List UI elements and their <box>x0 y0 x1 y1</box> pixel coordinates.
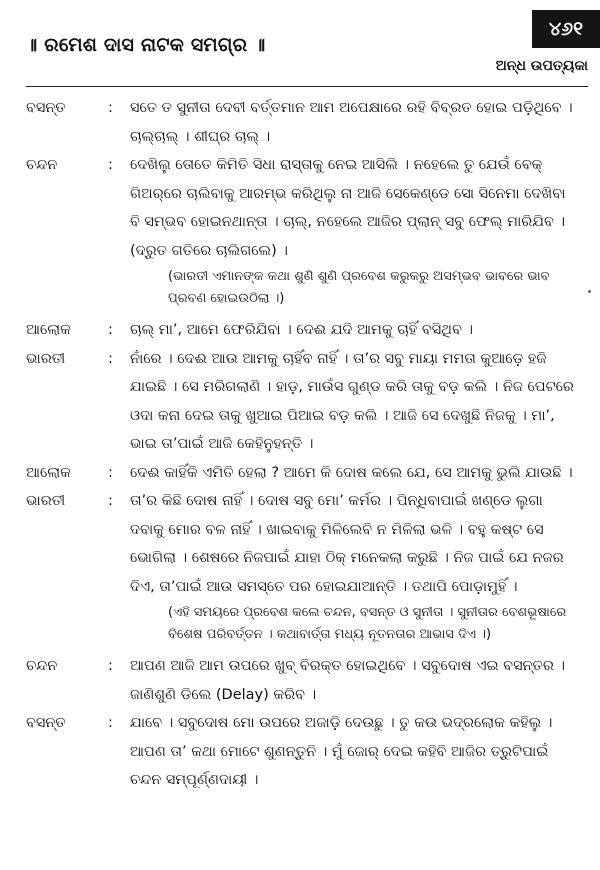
speech-text: ଯାବେ । ସବୁଦୋଷ ମୋ ଉପରେ ଅଜାଡ଼ି ଦେଉଛୁ । ତୁ କଉ ଭଦ୍ରଲୋକ କହିଲୁ । ଆପଣ ତା’ କଥା ମୋଟେ ଶୁଣନ୍ତୁନି । ମୁଁ ଜୋର୍ ଦେଇ କହିବି ଆଜିର ତ୍ରୁଟିପାଇଁ ଚନ୍ଦନ ସମ୍ପୂର୍ଣ୍ଣଦାୟୀ । <box>130 715 553 788</box>
speech-text: ଦେଖିଲୁ ତୋତେ କିମିତି ସିଧା ରାସ୍ତାକୁ ନେଇ ଆସିଲି । ନହେଲେ ତୁ ଯେଉଁ ବେକ୍ ଗିଅର୍‌ରେ ଚାଲିବାକୁ ଆରମ୍ଭ କରିଥିଲୁ ନା ଆଜି ସେକେଣ୍ଡେ ସୋ ସିନେମା ଦେଖିବା ବି ସମ୍ଭବ ହୋଇନଥାନ୍ତା । ଚାଲ୍, ନହେଲେ ଆଜିର ପ୍ଲାନ୍ ସବୁ ଫେଲ୍ ମାରିଯିବ । (ଦ୍ରୁତ ଗତିରେ ଚାଲିଗଲେ) । <box>130 157 566 259</box>
book-title: ॥ ରମେଶ ଦାସ ନାଟକ ସମଗ୍ର ॥ <box>26 34 266 56</box>
page-header <box>26 0 600 80</box>
speaker-name: ବସନ୍ତ <box>26 100 66 116</box>
speaker-name: ଭାରତୀ <box>26 493 66 509</box>
speech-text: ସତେ ତ ସୁନୀତା ଦେବୀ ବର୍ତ୍ତମାନ ଆମ ଅପେକ୍ଷାରେ ରହି ବିବ୍ରତ ହୋଇ ପଡ଼ିଥିବେ । ଚାଲ୍‌ଚାଲ୍ । ଶୀଘ୍ର ଚାଲ୍ । <box>130 100 573 145</box>
dialogue-entry <box>26 345 574 459</box>
speaker-colon: : <box>108 322 113 338</box>
speaker-colon: : <box>108 100 113 116</box>
speech-text: ତା’ର କିଛି ଦୋଷ ନାହିଁ । ଦୋଷ ସବୁ ମୋ’ କର୍ମର । ପିନ୍ଧିବାପାଇଁ ଖଣ୍ଡେ ଲୁଗା ଦବାକୁ ମୋର ବଳ ନାହିଁ । ଖାଇବାକୁ ମିଳିଲେବି ନ ମିଳିଲା ଭଳି । ବହୁ କଷ୍ଟ ସେ ଭୋଗିଲା । ଶେଷରେ ନିଜପାଇଁ ଯାହା ଠିକ୍ ମନେକଲା କରୁଛି । ନିଜ ପାଇଁ ଯେ ନଜର ଦିଏ, ତା’ପାଇଁ ଆଉ ସମସ୍ତେ ପର ହୋଇଯାଆନ୍ତି । ତଥାପି ପୋଡ଼ାମୁହିଁ । <box>130 493 564 595</box>
speaker-name: ଆଲୋକ <box>26 322 71 338</box>
speaker-colon: : <box>108 350 113 367</box>
speaker-colon: : <box>108 715 113 731</box>
speaker-colon: : <box>108 157 113 173</box>
dialogue-entry <box>26 94 574 151</box>
speech-text: ଦେଈ କାହିଁକି ଏମିତି ହେଲା ? ଆମେ କି ଦୋଷ କଲେ ଯେ, ସେ ଆମକୁ ଭୁଲି ଯାଉଛି । <box>130 464 573 481</box>
dialogue-entry <box>26 709 574 795</box>
dialogue-entry <box>26 652 574 709</box>
dialogue-entry <box>26 151 574 265</box>
dialogue-entry <box>26 316 574 345</box>
speaker-name: ଚନ୍ଦନ <box>26 658 58 674</box>
speaker-colon: : <box>108 464 113 481</box>
speaker-name: ଭାରତୀ <box>26 350 66 367</box>
stage-direction: (ଭାରତୀ ଏମାନଙ୍କ କଥା ଶୁଣି ଶୁଣି ପ୍ରବେଶ କରୁକରୁ ଅସମ୍ଭବ ଭାବରେ ଭାବ ପ୍ରବଣ ହୋଇଉଠିଲା ।) <box>168 269 550 306</box>
dialogue-entry <box>26 459 574 488</box>
stage-direction: (ଏହି ସମୟରେ ପ୍ରବେଶ କଲେ ଚନ୍ଦନ, ବସନ୍ତ ଓ ସୁନୀତା । ସୁନୀତାର ବେଶଭୂଷାରେ ବିଶେଷ ପରିବର୍ତ୍ତନ । କଥାବାର୍ତ୍ତା ମଧ୍ୟ ନୂତନତାର ଆଭାସ ଦିଏ ।) <box>168 605 567 642</box>
speech-text: ଚାଲ୍ ମା’, ଆମେ ଫେରିଯିବା । ଦେଈ ଯଦି ଆମକୁ ଚାହିଁ ବସିଥିବ । <box>130 322 474 338</box>
header-divider <box>26 86 588 87</box>
dialogue-body <box>26 94 574 795</box>
speaker-colon: : <box>108 658 113 674</box>
speaker-name: ବସନ୍ତ <box>26 715 66 731</box>
page-number: ୪୬୧ <box>532 10 600 48</box>
speaker-colon: : <box>108 493 113 509</box>
section-title: ଅନ୍ଧ ଉପତ୍ୟକା <box>495 58 588 74</box>
speaker-name: ଚନ୍ଦନ <box>26 157 58 173</box>
speech-text: ନାଁରେ । ଦେଈ ଆଉ ଆମକୁ ଚାହିଁବ ନାହିଁ । ତା’ର ସବୁ ମାୟା ମମତା କୁଆଡ଼େ ହଜି ଯାଇଛି । ସେ ମରିଗଲାଣି । ହାଡ଼, ମାଉଁସ ଗୁଣ୍ଡ କରି ତାକୁ ବଡ଼ କଲି । ନିଜ ପେଟରେ ଓଦା କନା ଦେଇ ତାକୁ ଖୁଆଇ ପିଆଇ ବଡ଼ କଲି । ଆଜି ସେ ଦେଖୁଛି ନିଜକୁ । ମା’, ଭାଇ ତା’ପାଇଁ ଆଜି କେହିନୁହନ୍ତି । <box>130 350 574 452</box>
scan-speck <box>588 290 591 293</box>
dialogue-entry <box>26 487 574 601</box>
speaker-name: ଆଲୋକ <box>26 464 71 481</box>
speech-text: ଆପଣ ଆଜି ଆମ ଉପରେ ଖୁବ୍ ବିରକ୍ତ ହୋଇଥିବେ । ସବୁଦୋଷ ଏଇ ବସନ୍ତର । ଜାଣିଶୁଣି ଡିଲେ (Delay) କରିବ । <box>130 658 565 703</box>
